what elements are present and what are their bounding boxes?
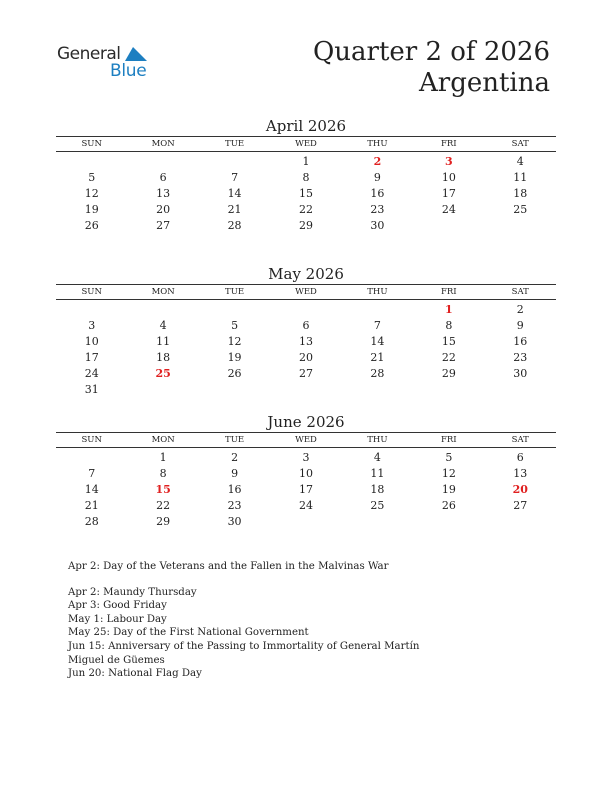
day-cell: 31 <box>84 383 99 396</box>
holiday-day-cell: 2 <box>373 155 382 168</box>
day-cell: 2 <box>516 303 524 316</box>
weekday-header <box>56 136 556 152</box>
holiday-day-cell: 3 <box>445 155 453 168</box>
holiday-day-cell: 15 <box>155 483 171 496</box>
country-title: Argentina <box>419 68 550 98</box>
note-group-2 <box>68 586 428 681</box>
day-cell: 11 <box>370 467 385 480</box>
holiday-note: Jun 20: National Flag Day <box>68 668 202 680</box>
day-cell: 18 <box>370 483 385 496</box>
page-title <box>313 37 550 99</box>
day-cell: 28 <box>84 515 99 528</box>
month-title: April 2026 <box>265 117 347 135</box>
day-cell: 25 <box>513 203 528 216</box>
empty-cell <box>56 450 127 466</box>
day-cell: 10 <box>84 335 99 348</box>
day-cell: 29 <box>156 515 171 528</box>
day-cell: 19 <box>441 483 456 496</box>
weekday-label: SUN <box>81 435 102 445</box>
empty-cell <box>270 302 341 318</box>
empty-cell <box>127 302 198 318</box>
month-april <box>56 116 556 234</box>
day-cell: 19 <box>227 351 242 364</box>
day-cell: 26 <box>227 367 242 380</box>
day-cell: 21 <box>84 499 99 512</box>
day-cell: 23 <box>370 203 385 216</box>
day-cell: 14 <box>227 187 242 200</box>
holiday-day-cell: 1 <box>445 303 453 316</box>
day-cell: 6 <box>159 171 167 184</box>
day-grid <box>56 154 556 234</box>
holiday-note: May 1: Labour Day <box>68 613 167 625</box>
holiday-note: Apr 2: Maundy Thursday <box>68 586 197 598</box>
day-cell: 3 <box>302 451 310 464</box>
day-cell: 16 <box>370 187 385 200</box>
weekday-label: THU <box>367 287 388 297</box>
day-cell: 30 <box>227 515 242 528</box>
day-cell: 28 <box>227 219 242 232</box>
day-cell: 6 <box>302 319 310 332</box>
weekday-label: SUN <box>81 139 102 149</box>
day-cell: 26 <box>441 499 456 512</box>
day-cell: 16 <box>227 483 242 496</box>
day-cell: 18 <box>513 187 528 200</box>
weekday-label: THU <box>367 435 388 445</box>
weekday-label: WED <box>295 287 317 297</box>
empty-cell <box>56 154 127 170</box>
empty-cell <box>199 302 270 318</box>
holiday-note: May 25: Day of the First National Government <box>68 627 309 639</box>
day-cell: 12 <box>441 467 456 480</box>
empty-cell <box>56 302 127 318</box>
day-cell: 10 <box>298 467 313 480</box>
holiday-note: Apr 3: Good Friday <box>68 600 167 612</box>
day-cell: 3 <box>88 319 96 332</box>
weekday-label: MON <box>151 139 175 149</box>
note-group-1 <box>68 560 428 574</box>
weekday-label: FRI <box>440 287 457 297</box>
day-cell: 19 <box>84 203 99 216</box>
day-cell: 4 <box>516 155 524 168</box>
month-june <box>56 412 556 530</box>
weekday-label: TUE <box>225 139 245 149</box>
day-cell: 27 <box>298 367 313 380</box>
day-cell: 5 <box>231 319 239 332</box>
weekday-label: SUN <box>81 287 102 297</box>
day-cell: 23 <box>513 351 528 364</box>
day-cell: 24 <box>441 203 456 216</box>
day-cell: 26 <box>84 219 99 232</box>
quarter-title: Quarter 2 of 2026 <box>312 37 550 67</box>
day-cell: 8 <box>159 467 167 480</box>
holiday-day-cell: 20 <box>512 483 528 496</box>
weekday-label: SAT <box>511 139 529 149</box>
day-cell: 4 <box>373 451 381 464</box>
day-cell: 5 <box>445 451 453 464</box>
weekday-label: TUE <box>225 435 245 445</box>
weekday-label: SAT <box>511 287 529 297</box>
day-cell: 29 <box>298 219 313 232</box>
day-cell: 30 <box>513 367 528 380</box>
logo-general-text: General <box>57 44 121 64</box>
day-cell: 30 <box>370 219 385 232</box>
day-cell: 22 <box>156 499 171 512</box>
day-cell: 8 <box>445 319 453 332</box>
holiday-notes <box>68 560 428 681</box>
day-cell: 17 <box>441 187 456 200</box>
month-may <box>56 264 556 398</box>
day-cell: 21 <box>227 203 242 216</box>
day-cell: 14 <box>84 483 99 496</box>
weekday-label: TUE <box>225 287 245 297</box>
empty-cell <box>127 154 198 170</box>
day-cell: 11 <box>156 335 171 348</box>
day-cell: 8 <box>302 171 310 184</box>
logo-triangle-icon <box>125 47 147 61</box>
day-cell: 23 <box>227 499 242 512</box>
day-cell: 14 <box>370 335 385 348</box>
day-cell: 1 <box>159 451 167 464</box>
day-cell: 13 <box>513 467 528 480</box>
day-cell: 21 <box>370 351 385 364</box>
day-cell: 15 <box>298 187 313 200</box>
day-grid <box>56 450 556 530</box>
day-cell: 25 <box>370 499 385 512</box>
day-cell: 15 <box>441 335 456 348</box>
weekday-label: FRI <box>440 435 457 445</box>
day-cell: 22 <box>298 203 313 216</box>
day-cell: 10 <box>441 171 456 184</box>
day-cell: 12 <box>84 187 99 200</box>
day-cell: 17 <box>298 483 313 496</box>
day-cell: 24 <box>84 367 99 380</box>
weekday-label: THU <box>367 139 388 149</box>
day-cell: 20 <box>298 351 313 364</box>
holiday-day-cell: 25 <box>155 367 171 380</box>
empty-cell <box>199 154 270 170</box>
month-title: May 2026 <box>268 265 344 283</box>
day-cell: 9 <box>231 467 239 480</box>
day-cell: 27 <box>156 219 171 232</box>
weekday-label: WED <box>295 435 317 445</box>
day-cell: 20 <box>156 203 171 216</box>
day-cell: 11 <box>513 171 528 184</box>
day-cell: 2 <box>231 451 239 464</box>
weekday-header <box>56 284 556 300</box>
day-cell: 6 <box>516 451 524 464</box>
logo-blue-text: Blue <box>110 61 147 81</box>
day-cell: 27 <box>513 499 528 512</box>
day-cell: 9 <box>516 319 524 332</box>
day-cell: 29 <box>441 367 456 380</box>
weekday-label: MON <box>151 435 175 445</box>
generalblue-logo <box>57 44 157 80</box>
day-cell: 4 <box>159 319 167 332</box>
day-cell: 7 <box>231 171 239 184</box>
empty-cell <box>342 302 413 318</box>
weekday-label: FRI <box>440 139 457 149</box>
weekday-label: MON <box>151 287 175 297</box>
day-cell: 9 <box>373 171 381 184</box>
holiday-note: Jun 15: Anniversary of the Passing to Immortality of General Martín Miguel de Güemes <box>68 640 420 666</box>
day-cell: 1 <box>302 155 310 168</box>
day-cell: 28 <box>370 367 385 380</box>
day-cell: 18 <box>156 351 171 364</box>
weekday-header <box>56 432 556 448</box>
day-cell: 7 <box>373 319 381 332</box>
day-cell: 5 <box>88 171 96 184</box>
day-cell: 12 <box>227 335 242 348</box>
month-title: June 2026 <box>267 413 345 431</box>
day-cell: 13 <box>298 335 313 348</box>
day-grid <box>56 302 556 398</box>
weekday-label: SAT <box>511 435 529 445</box>
day-cell: 13 <box>156 187 171 200</box>
day-cell: 17 <box>84 351 99 364</box>
day-cell: 7 <box>88 467 96 480</box>
holiday-note: Apr 2: Day of the Veterans and the Fallen in the Malvinas War <box>68 561 389 572</box>
day-cell: 16 <box>513 335 528 348</box>
day-cell: 22 <box>441 351 456 364</box>
day-cell: 24 <box>298 499 313 512</box>
weekday-label: WED <box>295 139 317 149</box>
